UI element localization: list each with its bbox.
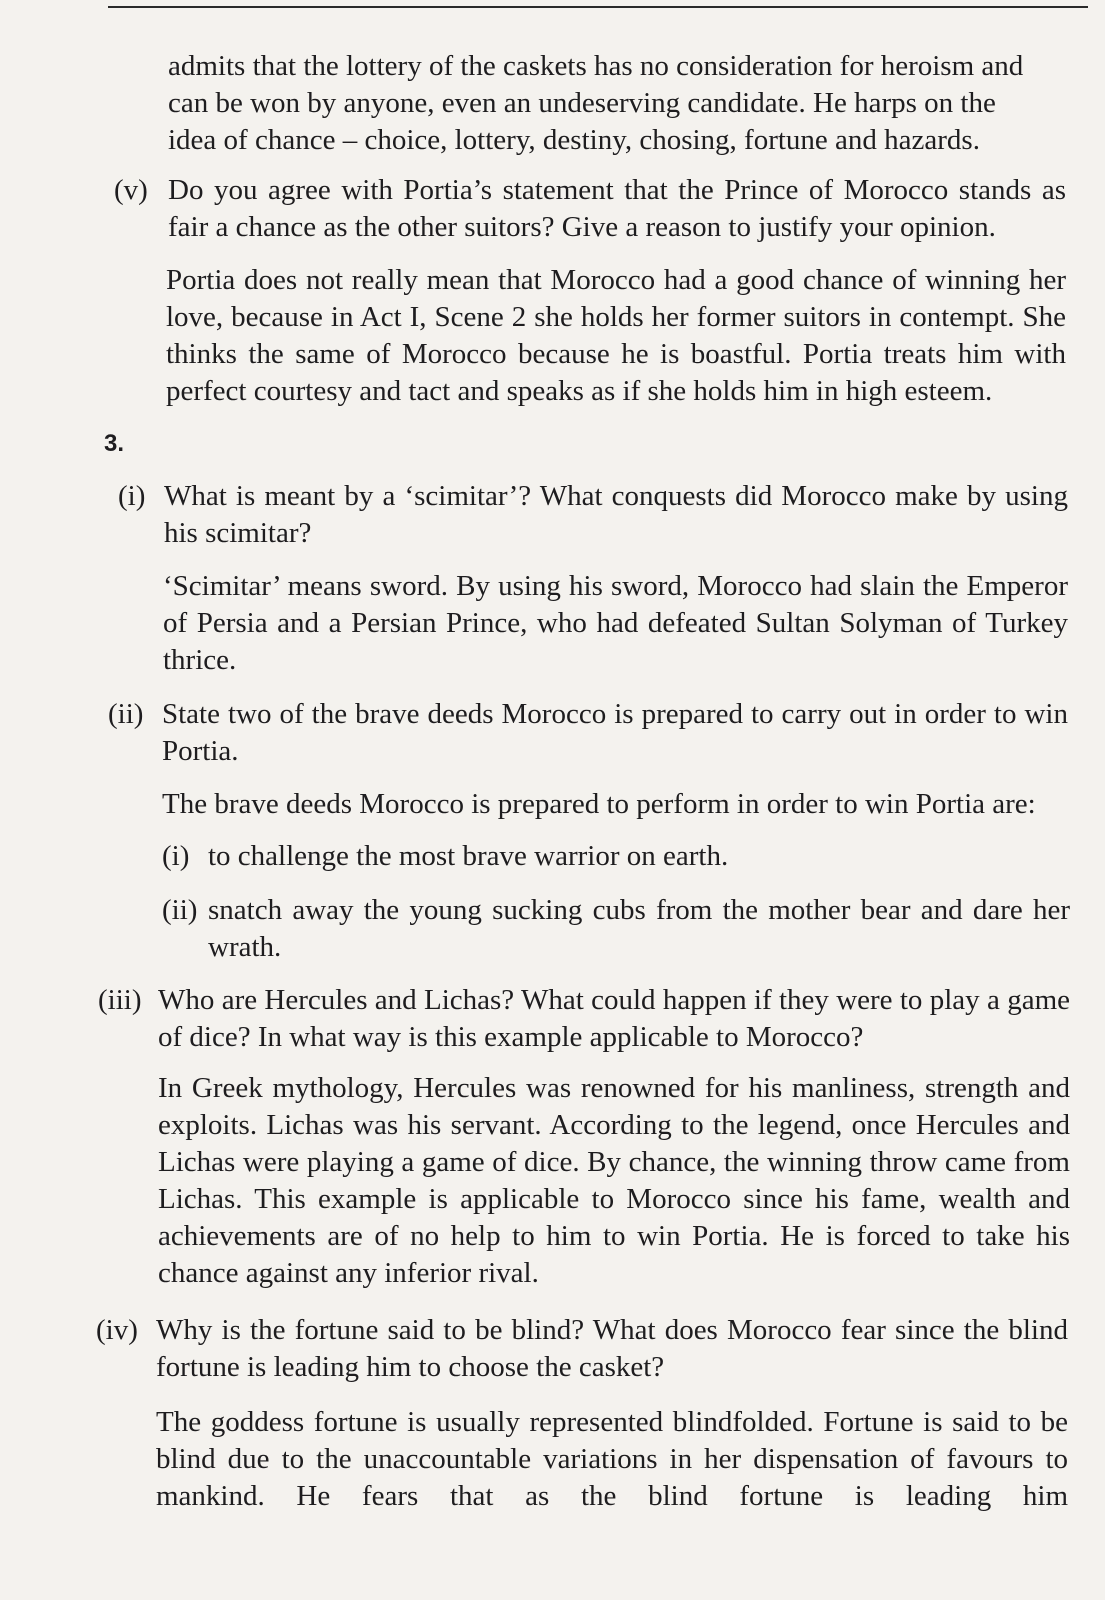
answer-3-iv: [156, 1404, 1068, 1515]
question-text: What is meant by a ‘scimitar’? What conquests did Morocco make by using his scimitar?: [164, 480, 1068, 549]
answer-text: The brave deeds Morocco is prepared to perform in order to win Portia are:: [162, 788, 1036, 820]
answer-v: [166, 262, 1066, 410]
answer-text: ‘Scimitar’ means sword. By using his sword, Morocco had slain the Emperor of Persia and a Persian Prince, who had defeated Sultan Solyman of Turkey thrice.: [163, 570, 1068, 676]
continuation-line: admits that the lottery of the caskets has no consideration for heroism and: [168, 50, 1024, 82]
deed-label: (i): [162, 840, 190, 872]
question-label: (iii): [98, 984, 142, 1016]
question-3-iv: [156, 1312, 1068, 1386]
deed-label: (ii): [162, 894, 198, 926]
answer-text: In Greek mythology, Hercules was renowned for his manliness, strength and exploits. Lichas was his servant. According to the legend, once Hercules and Lichas were playing a game of dice. By chance, the winning throw came from Lichas. This example is applicable to Morocco since his fame, wealth and achievements are of no help to him to win Portia. He is forced to take his chance against any inferior rival.: [158, 1072, 1070, 1289]
question-label: (iv): [96, 1314, 138, 1346]
question-text: State two of the brave deeds Morocco is prepared to carry out in order to win Portia.: [162, 698, 1068, 767]
deed-item: [208, 892, 1070, 966]
question-label: (v): [114, 174, 148, 206]
question-text: Why is the fortune said to be blind? What does Morocco fear since the blind fortune is leading him to choose the casket?: [156, 1314, 1068, 1383]
answer-3-ii-intro: [162, 786, 1068, 823]
continuation-line: idea of chance – choice, lottery, destiny, chosing, fortune and hazards.: [168, 124, 980, 156]
question-v: [168, 172, 1066, 246]
answer-text: Portia does not really mean that Morocco had a good chance of winning her love, because in Act I, Scene 2 she holds her former suitors in contempt. She thinks the same of Morocco because he is boastful. Portia treats him with perfect courtesy and tact and speaks as if she holds him in high esteem.: [166, 264, 1066, 407]
question-3-ii: [162, 696, 1068, 770]
answer-3-iii: [158, 1070, 1070, 1292]
question-text: Who are Hercules and Lichas? What could happen if they were to play a game of dice? In what way is this example applicable to Morocco?: [158, 984, 1070, 1053]
section-number: 3.: [104, 430, 125, 457]
continuation-line: can be won by anyone, even an undeserving candidate. He harps on the: [168, 87, 996, 119]
continuation-paragraph: [168, 48, 1066, 159]
deed-item: [208, 838, 1068, 875]
deed-text: to challenge the most brave warrior on earth.: [208, 840, 729, 872]
deed-text: snatch away the young sucking cubs from the mother bear and dare her wrath.: [208, 894, 1070, 963]
question-3-iii: [158, 982, 1070, 1056]
answer-3-i: [163, 568, 1068, 679]
question-label: (ii): [108, 698, 144, 730]
page-top-rule: [108, 6, 1088, 8]
answer-text: The goddess fortune is usually represented blindfolded. Fortune is said to be blind due to the unaccountable variations in her dispensation of favours to mankind. He fears that as the blind fortune is leading him: [156, 1406, 1068, 1512]
question-3-i: [164, 478, 1068, 552]
question-text: Do you agree with Portia’s statement that the Prince of Morocco stands as fair a chance as the other suitors? Give a reason to justify your opinion.: [168, 174, 1066, 243]
question-label: (i): [118, 480, 146, 512]
